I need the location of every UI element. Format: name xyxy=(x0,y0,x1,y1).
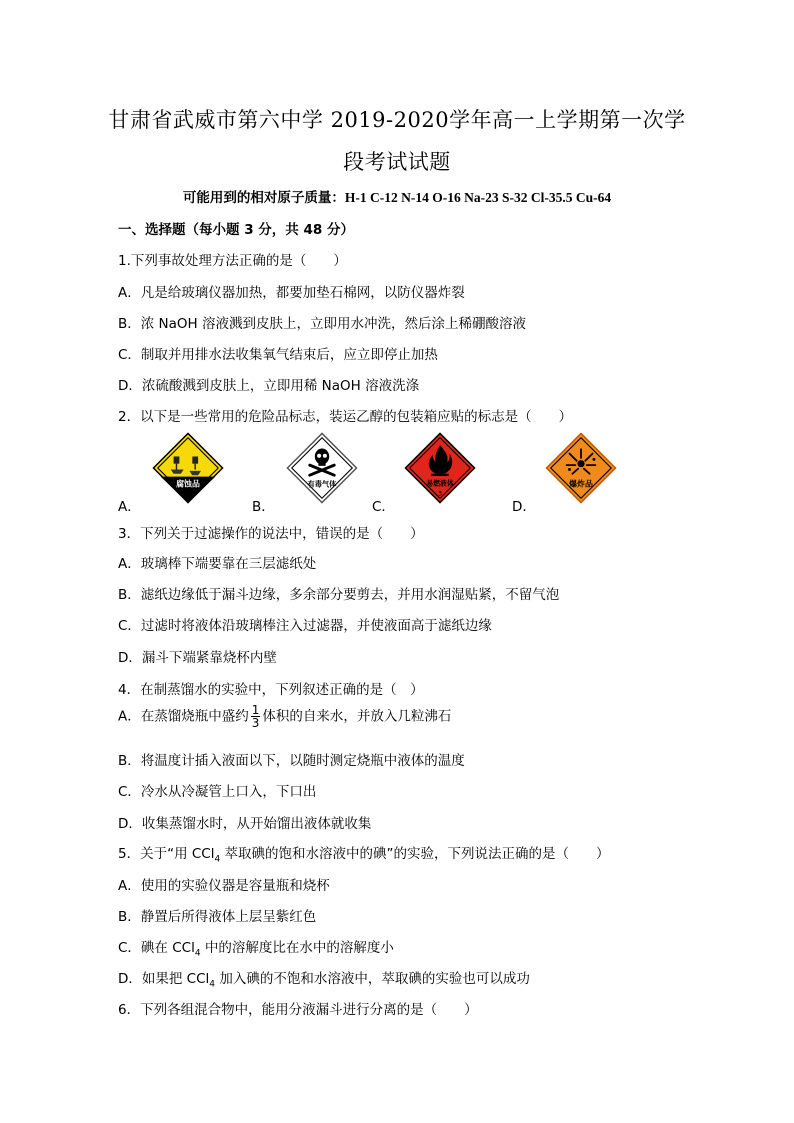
section-heading: 一、选择题（每小题 3 分，共 48 分） xyxy=(118,222,354,238)
page-title-line1: 甘肃省武威市第六中学 2019-2020学年高一上学期第一次学 xyxy=(108,108,686,132)
question-4-option-a-pre: A．在蒸馏烧瓶中盛约 xyxy=(118,708,249,725)
corrosive-icon xyxy=(152,432,224,504)
hazard-class-number: 3 xyxy=(437,489,443,498)
question-3-option-b: B．滤纸边缘低于漏斗边缘，多余部分要剪去，并用水润湿贴紧，不留气泡 xyxy=(118,587,560,603)
question-1-option-b: B．浓 NaOH 溶液溅到皮肤上，立即用水冲洗，然后涂上稀硼酸溶液 xyxy=(118,316,526,332)
question-2-letter-d: D． xyxy=(512,499,536,515)
question-3-stem: 3．下列关于过滤操作的说法中，错误的是（ ） xyxy=(118,526,424,542)
question-4-option-a-post: 体积的自来水，并放入几粒沸石 xyxy=(262,708,452,725)
explosive-sign xyxy=(545,432,617,504)
question-5-stem-post: 萃取碘的饱和水溶液中的碘”的实验，下列说法正确的是（ ） xyxy=(220,846,610,862)
question-4-option-a xyxy=(118,704,451,729)
question-3-option-c: C．过滤时将液体沿玻璃棒注入过滤器，并使液面高于滤纸边缘 xyxy=(118,618,492,634)
corrosive-label: 腐蚀品 xyxy=(176,479,200,489)
flammable-liquid-label: 易燃液体 xyxy=(426,479,454,488)
question-5-option-d xyxy=(118,967,530,990)
question-5-stem-sub: 4 xyxy=(214,854,221,865)
question-1-stem: 1.下列事故处理方法正确的是（ ） xyxy=(118,253,347,269)
fraction-denominator: 3 xyxy=(251,716,260,730)
question-5-option-d-pre: D．如果把 CCl xyxy=(118,971,210,987)
question-1-option-d: D．浓硫酸溅到皮肤上，立即用稀 NaOH 溶液洗涤 xyxy=(118,378,420,394)
question-2-stem: 2．以下是一些常用的危险品标志，装运乙醇的包装箱应贴的标志是（ ） xyxy=(118,409,573,425)
question-5-option-a: A．使用的实验仪器是容量瓶和烧杯 xyxy=(118,878,330,894)
explosive-label: 爆炸品 xyxy=(569,479,593,489)
atomic-masses: 可能用到的相对原子质量：H-1 C-12 N-14 O-16 Na-23 S-32 Cl-35.5 Cu-64 xyxy=(182,190,612,205)
question-4-option-c: C．冷水从冷凝管上口入，下口出 xyxy=(118,784,317,800)
fraction-numerator: 1 xyxy=(251,703,260,717)
explosion-icon xyxy=(545,432,617,504)
question-4-option-d: D．收集蒸馏水时，从开始馏出液体就收集 xyxy=(118,816,372,832)
corrosive-sign xyxy=(152,432,224,504)
question-5-option-c-sub: 4 xyxy=(194,948,201,959)
question-4-option-b: B．将温度计插入液面以下，以随时测定烧瓶中液体的温度 xyxy=(118,753,465,769)
question-5-option-d-post: 加入碘的不饱和水溶液中，萃取碘的实验也可以成功 xyxy=(215,971,530,987)
question-5-stem-pre: 5．关于“用 CCl xyxy=(118,846,215,862)
fraction-one-third xyxy=(251,704,261,729)
question-5-option-c-post: 中的溶解度比在水中的溶解度小 xyxy=(200,940,394,956)
page-title-line2: 段考试试题 xyxy=(343,150,451,174)
question-1-option-a: A．凡是给玻璃仪器加热，都要加垫石棉网，以防仪器炸裂 xyxy=(118,285,465,301)
question-4-stem: 4．在制蒸馏水的实验中，下列叙述正确的是（ ） xyxy=(118,682,424,698)
flame-icon xyxy=(404,432,476,504)
question-3-option-d: D．漏斗下端紧靠烧杯内壁 xyxy=(118,650,277,666)
question-2-letter-a: A． xyxy=(118,499,141,515)
question-5-option-c xyxy=(118,936,394,959)
skull-icon xyxy=(286,432,358,504)
question-5-option-b: B．静置后所得液体上层呈紫红色 xyxy=(118,909,317,925)
question-5-option-d-sub: 4 xyxy=(209,979,216,990)
question-3-option-a: A．玻璃棒下端要靠在三层滤纸处 xyxy=(118,556,317,572)
question-6-stem: 6．下列各组混合物中，能用分液漏斗进行分离的是（ ） xyxy=(118,1002,478,1018)
flammable-liquid-sign xyxy=(404,432,476,504)
question-2-letter-b: B． xyxy=(252,499,275,515)
question-5-option-c-pre: C．碘在 CCl xyxy=(118,940,195,956)
toxic-gas-label: 有毒气体 xyxy=(307,479,337,489)
question-5-stem xyxy=(118,842,610,865)
question-2-letter-c: C． xyxy=(372,499,395,515)
question-1-option-c: C．制取并用排水法收集氧气结束后，应立即停止加热 xyxy=(118,347,438,363)
toxic-gas-sign xyxy=(286,432,358,504)
